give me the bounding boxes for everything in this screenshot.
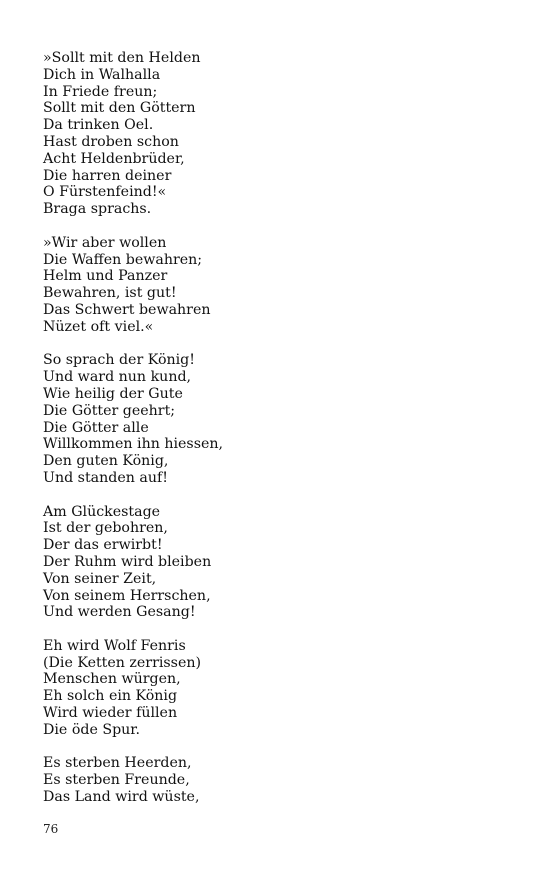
poem-line: (Die Ketten zerrissen) — [43, 654, 202, 671]
poem-line: Die harren deiner — [43, 167, 172, 184]
poem-line: In Friede freun; — [43, 83, 158, 100]
poem-text — [43, 50, 503, 823]
poem-line: Acht Heldenbrüder, — [43, 150, 185, 167]
poem-line: Wie heilig der Gute — [43, 385, 183, 402]
poem-line: Dich in Walhalla — [43, 66, 161, 83]
poem-line: »Wir aber wollen — [43, 234, 167, 251]
poem-line: Nüzet oft viel.« — [43, 318, 154, 335]
page-number: 76 — [43, 822, 59, 836]
poem-line: Bewahren, ist gut! — [43, 285, 177, 302]
poem-line: Und standen auf! — [43, 469, 168, 486]
poem-line: Da trinken Oel. — [43, 117, 154, 134]
poem-line: Das Land wird wüste, — [43, 789, 200, 806]
poem-line: Die öde Spur. — [43, 721, 141, 738]
stanza-1 — [43, 50, 503, 218]
poem-line: Den guten König, — [43, 453, 169, 470]
poem-line: Die Waffen bewahren; — [43, 251, 203, 268]
poem-line: Eh wird Wolf Fenris — [43, 637, 186, 654]
poem-line: Und ward nun kund, — [43, 369, 192, 386]
poem-line: »Sollt mit den Helden — [43, 50, 201, 66]
poem-line: Der Ruhm wird bleiben — [43, 553, 212, 570]
stanza-4 — [43, 504, 503, 622]
poem-line: Sollt mit den Göttern — [43, 100, 196, 117]
poem-line: Hast droben schon — [43, 133, 179, 150]
poem-line: Ist der gebohren, — [43, 520, 168, 537]
stanza-6 — [43, 755, 503, 805]
poem-line: Am Glückestage — [43, 503, 161, 520]
poem-line: Wird wieder füllen — [43, 705, 178, 722]
poem-line: Die Götter geehrt; — [43, 402, 176, 419]
poem-line: Menschen würgen, — [43, 671, 181, 688]
poem-line: Es sterben Heerden, — [43, 755, 192, 772]
poem-line: Und werden Gesang! — [43, 604, 196, 621]
poem-line: Die Götter alle — [43, 419, 149, 436]
poem-line: Eh solch ein König — [43, 688, 178, 705]
poem-line: Braga sprachs. — [43, 201, 152, 218]
poem-line: So sprach der König! — [43, 352, 195, 369]
stanza-2 — [43, 235, 503, 336]
poem-line: Von seiner Zeit, — [43, 570, 157, 587]
poem-line: O Fürstenfeind!« — [43, 184, 167, 201]
poem-line: Willkommen ihn hiessen, — [43, 436, 224, 453]
stanza-5 — [43, 638, 503, 739]
poem-line: Es sterben Freunde, — [43, 772, 190, 789]
poem-line: Von seinem Herrschen, — [43, 587, 211, 604]
poem-line: Helm und Panzer — [43, 268, 168, 285]
stanza-3 — [43, 352, 503, 486]
poem-line: Der das erwirbt! — [43, 537, 163, 554]
poem-line: Das Schwert bewahren — [43, 301, 211, 318]
